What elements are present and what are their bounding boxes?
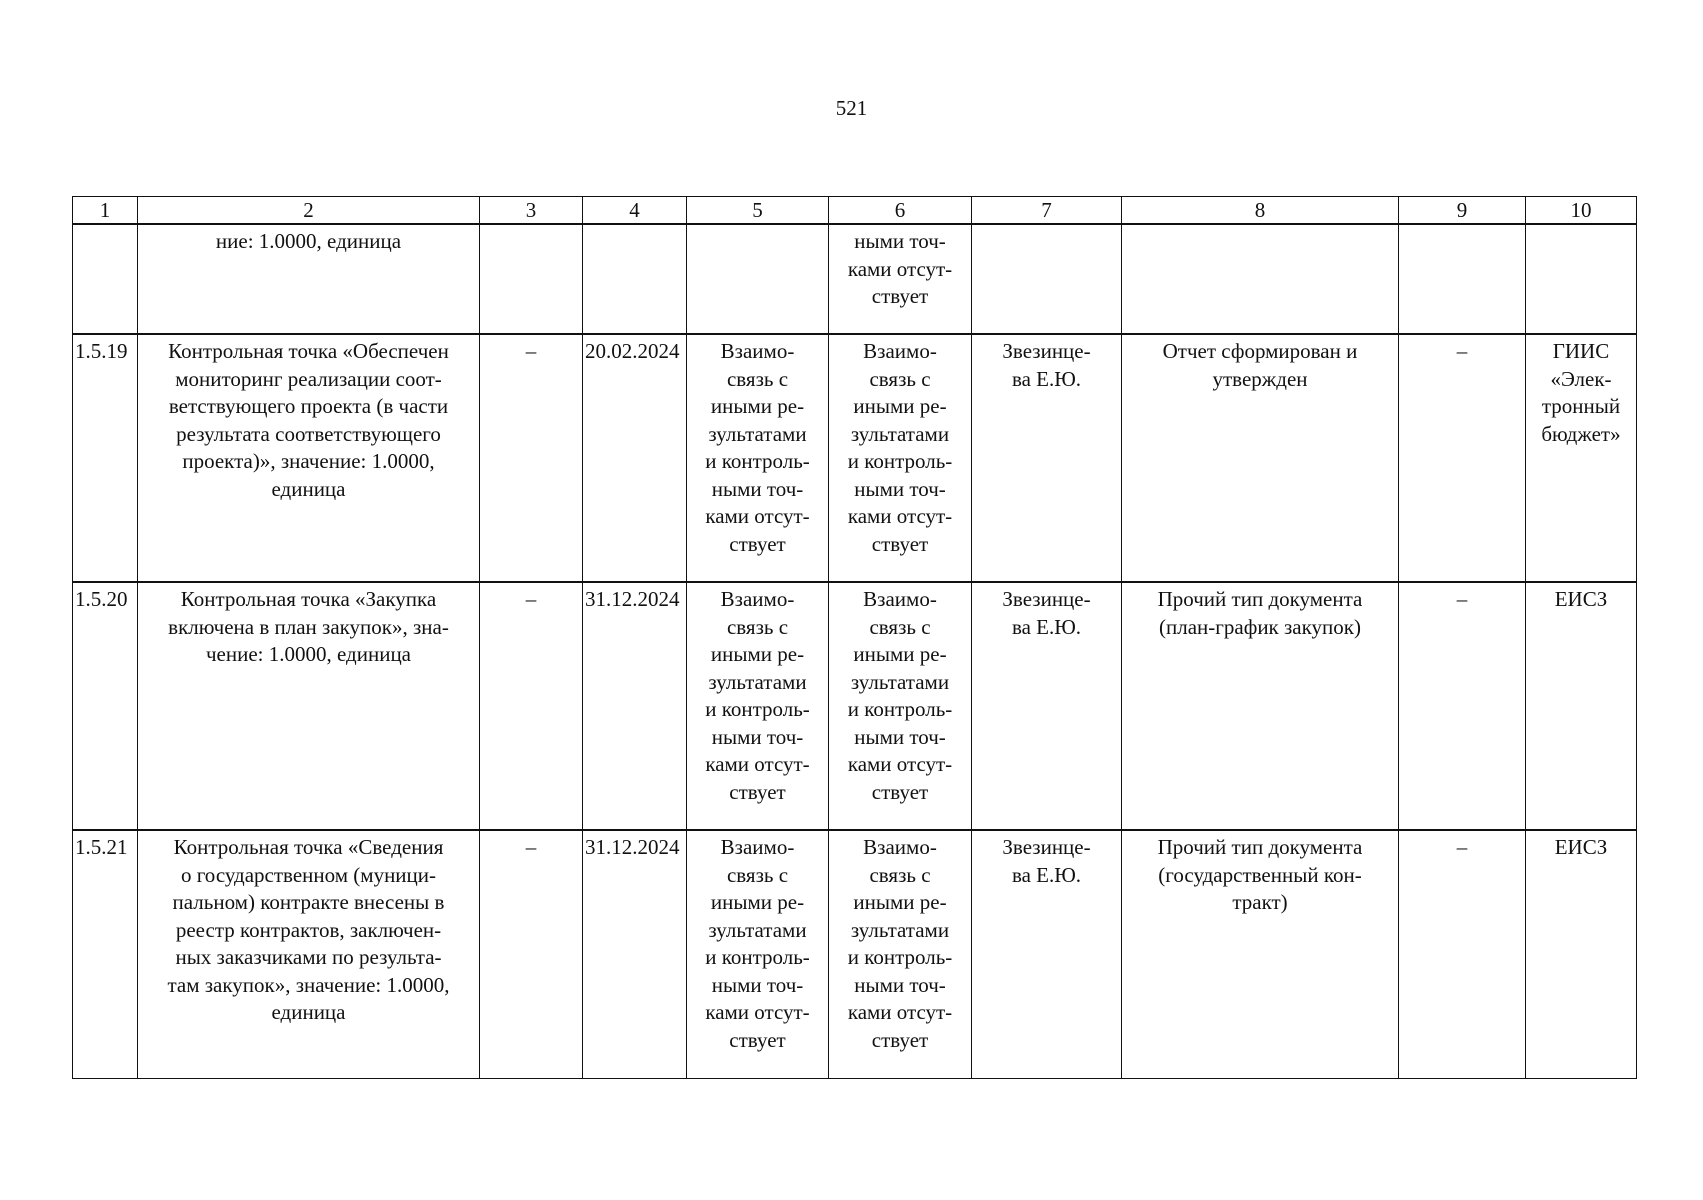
cell-line: и контроль- — [847, 945, 953, 969]
column-header: 5 — [687, 197, 829, 225]
column-header: 7 — [972, 197, 1122, 225]
cell-line: ными точ- — [711, 724, 804, 749]
cell-name — [138, 830, 480, 1078]
cell-line: связь с — [869, 614, 931, 639]
cell-line: ва Е.Ю. — [1011, 862, 1082, 887]
cell-col5 — [687, 334, 829, 582]
cell-line: и контроль- — [705, 697, 810, 721]
cell-col3: – — [480, 582, 583, 830]
plan-table — [72, 196, 1637, 1079]
cell-line: Взаимо- — [720, 587, 795, 611]
cell-line: зультатами — [850, 917, 950, 942]
cell-line: единица — [271, 1000, 346, 1024]
cell-line: ГИИС — [1552, 339, 1610, 363]
cell-col6 — [829, 582, 972, 830]
cell-col5 — [687, 582, 829, 830]
column-header: 2 — [138, 197, 480, 225]
cell-line: ками отсут- — [847, 256, 953, 281]
cell-line: зультатами — [708, 421, 807, 446]
cell-line: зультатами — [708, 669, 807, 694]
cell-line: проекта)», значение: 1.0000, — [182, 449, 435, 473]
cell-line: Контрольная точка «Сведения — [173, 835, 444, 859]
cell-col3: – — [480, 830, 583, 1078]
cell-line: ствует — [871, 531, 929, 556]
column-header: 3 — [480, 197, 583, 225]
cell-col6 — [829, 830, 972, 1078]
cell-line: пальном) контракте внесены в — [172, 890, 445, 914]
cell-line: Звезинце- — [1002, 835, 1091, 859]
cell-line: Взаимо- — [720, 339, 795, 363]
cell-col5 — [687, 830, 829, 1078]
cell-col6 — [829, 334, 972, 582]
cell-line: (государственный кон- — [1158, 862, 1362, 887]
table-row — [73, 830, 1637, 1078]
cell-line: Прочий тип документа — [1157, 587, 1363, 611]
cell-line: ками отсут- — [847, 752, 953, 776]
cell-line: тракт) — [1232, 890, 1288, 914]
cell-id — [73, 224, 138, 334]
table-row — [73, 582, 1637, 830]
cell-line: зультатами — [850, 669, 950, 694]
cell-line: результата соответствующего — [176, 421, 441, 446]
cell-line: ствует — [729, 1027, 786, 1052]
cell-line: иными ре- — [853, 394, 947, 418]
cell-date — [583, 224, 687, 334]
cell-system — [1526, 582, 1637, 830]
cell-line: ных заказчиками по результа- — [175, 945, 442, 969]
cell-line: Взаимо- — [863, 587, 937, 611]
cell-line: Звезинце- — [1002, 587, 1091, 611]
cell-line: Отчет сформирован и — [1162, 339, 1358, 363]
cell-date: 31.12.2024 — [583, 582, 687, 830]
cell-line: ными точ- — [854, 724, 946, 749]
cell-line: (план-график закупок) — [1159, 614, 1361, 639]
cell-line: ва Е.Ю. — [1011, 614, 1082, 639]
cell-responsible — [972, 224, 1122, 334]
cell-line: Контрольная точка «Обеспечен — [168, 339, 449, 363]
cell-line: ЕИСЗ — [1554, 587, 1608, 611]
cell-line: зультатами — [708, 917, 807, 942]
cell-date: 20.02.2024 — [583, 334, 687, 582]
cell-line: ными точ- — [854, 229, 946, 253]
column-header: 1 — [73, 197, 138, 225]
cell-line: включена в план закупок», зна- — [168, 614, 449, 639]
cell-line: утвержден — [1212, 366, 1308, 391]
cell-date: 31.12.2024 — [583, 830, 687, 1078]
cell-document — [1122, 334, 1399, 582]
cell-line: ствует — [871, 284, 929, 308]
cell-line: Контрольная точка «Закупка — [180, 587, 437, 611]
column-number-header-row — [73, 197, 1637, 225]
cell-responsible — [972, 334, 1122, 582]
cell-line: реестр контрактов, заключен- — [175, 917, 442, 942]
cell-system — [1526, 830, 1637, 1078]
cell-id: 1.5.21 — [73, 830, 138, 1078]
cell-line: связь с — [869, 366, 931, 391]
cell-line: ЕИСЗ — [1554, 835, 1608, 859]
cell-name: ние: 1.0000, единица — [138, 224, 480, 334]
cell-line: иными ре- — [853, 890, 947, 914]
column-header: 6 — [829, 197, 972, 225]
cell-system — [1526, 334, 1637, 582]
cell-col9: – — [1399, 830, 1526, 1078]
cell-line: и контроль- — [705, 945, 810, 969]
cell-line: Прочий тип документа — [1157, 835, 1363, 859]
cell-line: иными ре- — [710, 890, 805, 914]
cell-line: ками отсут- — [847, 504, 953, 528]
cell-line: ками отсут- — [847, 1000, 953, 1024]
column-header: 8 — [1122, 197, 1399, 225]
page-number: 521 — [835, 96, 868, 120]
cell-line: ствует — [871, 1027, 929, 1052]
cell-name — [138, 334, 480, 582]
cell-system — [1526, 224, 1637, 334]
cell-document — [1122, 582, 1399, 830]
cell-line: и контроль- — [705, 449, 810, 473]
cell-line: ками отсут- — [705, 752, 810, 776]
cell-name — [138, 582, 480, 830]
cell-line: ными точ- — [854, 476, 946, 501]
cell-line: «Элек- — [1550, 366, 1612, 391]
cell-line: ствует — [729, 531, 786, 556]
cell-line: Взаимо- — [863, 339, 937, 363]
cell-line: ствует — [729, 779, 786, 804]
cell-col3 — [480, 224, 583, 334]
cell-document — [1122, 830, 1399, 1078]
cell-col5 — [687, 224, 829, 334]
cell-line: ками отсут- — [705, 504, 810, 528]
cell-responsible — [972, 582, 1122, 830]
cell-line: иными ре- — [710, 394, 805, 418]
cell-line: иными ре- — [710, 642, 805, 666]
cell-line: иными ре- — [853, 642, 947, 666]
cell-col3: – — [480, 334, 583, 582]
cell-line: бюджет» — [1541, 421, 1621, 446]
cell-line: Взаимо- — [863, 835, 937, 859]
cell-line: ными точ- — [711, 972, 804, 997]
cell-document — [1122, 224, 1399, 334]
cell-col9: – — [1399, 334, 1526, 582]
cell-line: там закупок», значение: 1.0000, — [167, 972, 450, 997]
table-row — [73, 334, 1637, 582]
cell-line: ками отсут- — [705, 1000, 810, 1024]
cell-col6 — [829, 224, 972, 334]
cell-line: Взаимо- — [720, 835, 795, 859]
cell-line: связь с — [726, 614, 789, 639]
cell-line: связь с — [869, 862, 931, 887]
cell-line: и контроль- — [847, 449, 953, 473]
cell-line: и контроль- — [847, 697, 953, 721]
continuation-row — [73, 224, 1637, 334]
column-header: 10 — [1526, 197, 1637, 225]
cell-line: ствует — [871, 779, 929, 804]
cell-line: связь с — [726, 366, 789, 391]
cell-line: чение: 1.0000, единица — [205, 642, 412, 666]
cell-line: единица — [271, 476, 346, 501]
cell-line: тронный — [1541, 394, 1621, 418]
column-header: 4 — [583, 197, 687, 225]
cell-id: 1.5.19 — [73, 334, 138, 582]
cell-line: ветствующего проекта (в части — [168, 394, 449, 418]
cell-line: зультатами — [850, 421, 950, 446]
cell-line: мониторинг реализации соот- — [175, 366, 442, 391]
cell-line: ными точ- — [711, 476, 804, 501]
cell-line: связь с — [726, 862, 789, 887]
cell-line: ными точ- — [854, 972, 946, 997]
cell-line: о государственном (муници- — [180, 862, 437, 887]
cell-line: ва Е.Ю. — [1011, 366, 1082, 391]
cell-line: Звезинце- — [1002, 339, 1091, 363]
cell-col9: – — [1399, 582, 1526, 830]
cell-col9 — [1399, 224, 1526, 334]
cell-id: 1.5.20 — [73, 582, 138, 830]
cell-responsible — [972, 830, 1122, 1078]
column-header: 9 — [1399, 197, 1526, 225]
